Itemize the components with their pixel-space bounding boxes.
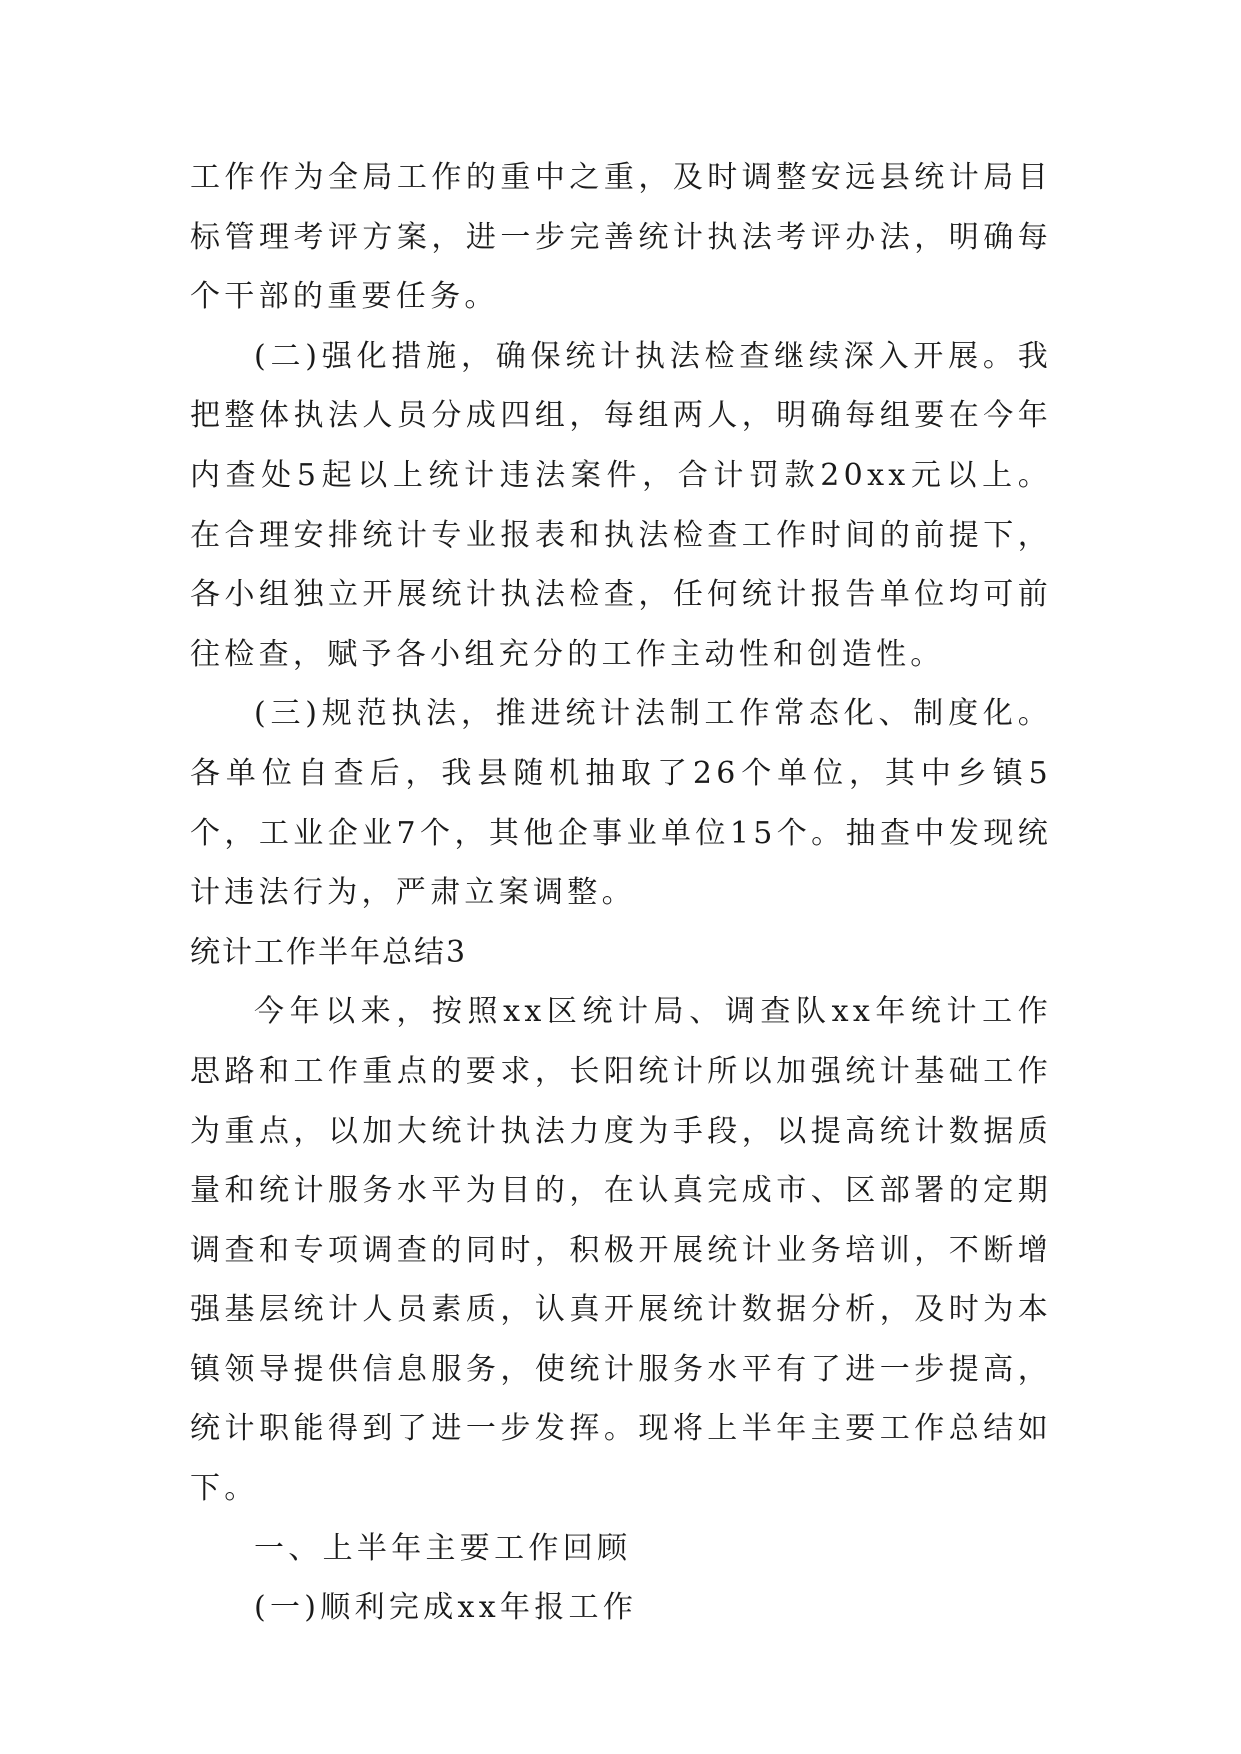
section-title: 统计工作半年总结3 bbox=[190, 934, 468, 970]
heading-review: 一、上半年主要工作回顾 bbox=[254, 1530, 632, 1566]
paragraph-regulation: (三)规范执法，推进统计法制工作常态化、制度化。各单位自查后，我县随机抽取了26个单位，其中乡镇5个，工业企业7个，其他企事业单位15个。抽查中发现统计违法行为，严肃立案调整。 bbox=[190, 696, 1052, 911]
paragraph-continuation: 工作作为全局工作的重中之重，及时调整安远县统计局目标管理考评方案，进一步完善统计执法考评办法，明确每个干部的重要任务。 bbox=[190, 160, 1052, 315]
heading-annual-report: (一)顺利完成xx年报工作 bbox=[254, 1590, 638, 1626]
document-body bbox=[190, 148, 1052, 1638]
paragraph-measures: (二)强化措施，确保统计执法检查继续深入开展。我把整体执法人员分成四组，每组两人，明确每组要在今年内查处5起以上统计违法案件，合计罚款20xx元以上。在合理安排统计专业报表和执法检查工作时间的前提下，各小组独立开展统计执法检查，任何统计报告单位均可前往检查，赋予各小组充分的工作主动性和创造性。 bbox=[190, 338, 1052, 672]
paragraph-intro: 今年以来，按照xx区统计局、调查队xx年统计工作思路和工作重点的要求，长阳统计所以加强统计基础工作为重点，以加大统计执法力度为手段，以提高统计数据质量和统计服务水平为目的，在认真完成市、区部署的定期调查和专项调查的同时，积极开展统计业务培训，不断增强基层统计人员素质，认真开展统计数据分析，及时为本镇领导提供信息服务，使统计服务水平有了进一步提高，统计职能得到了进一步发挥。现将上半年主要工作总结如下。 bbox=[190, 994, 1052, 1507]
